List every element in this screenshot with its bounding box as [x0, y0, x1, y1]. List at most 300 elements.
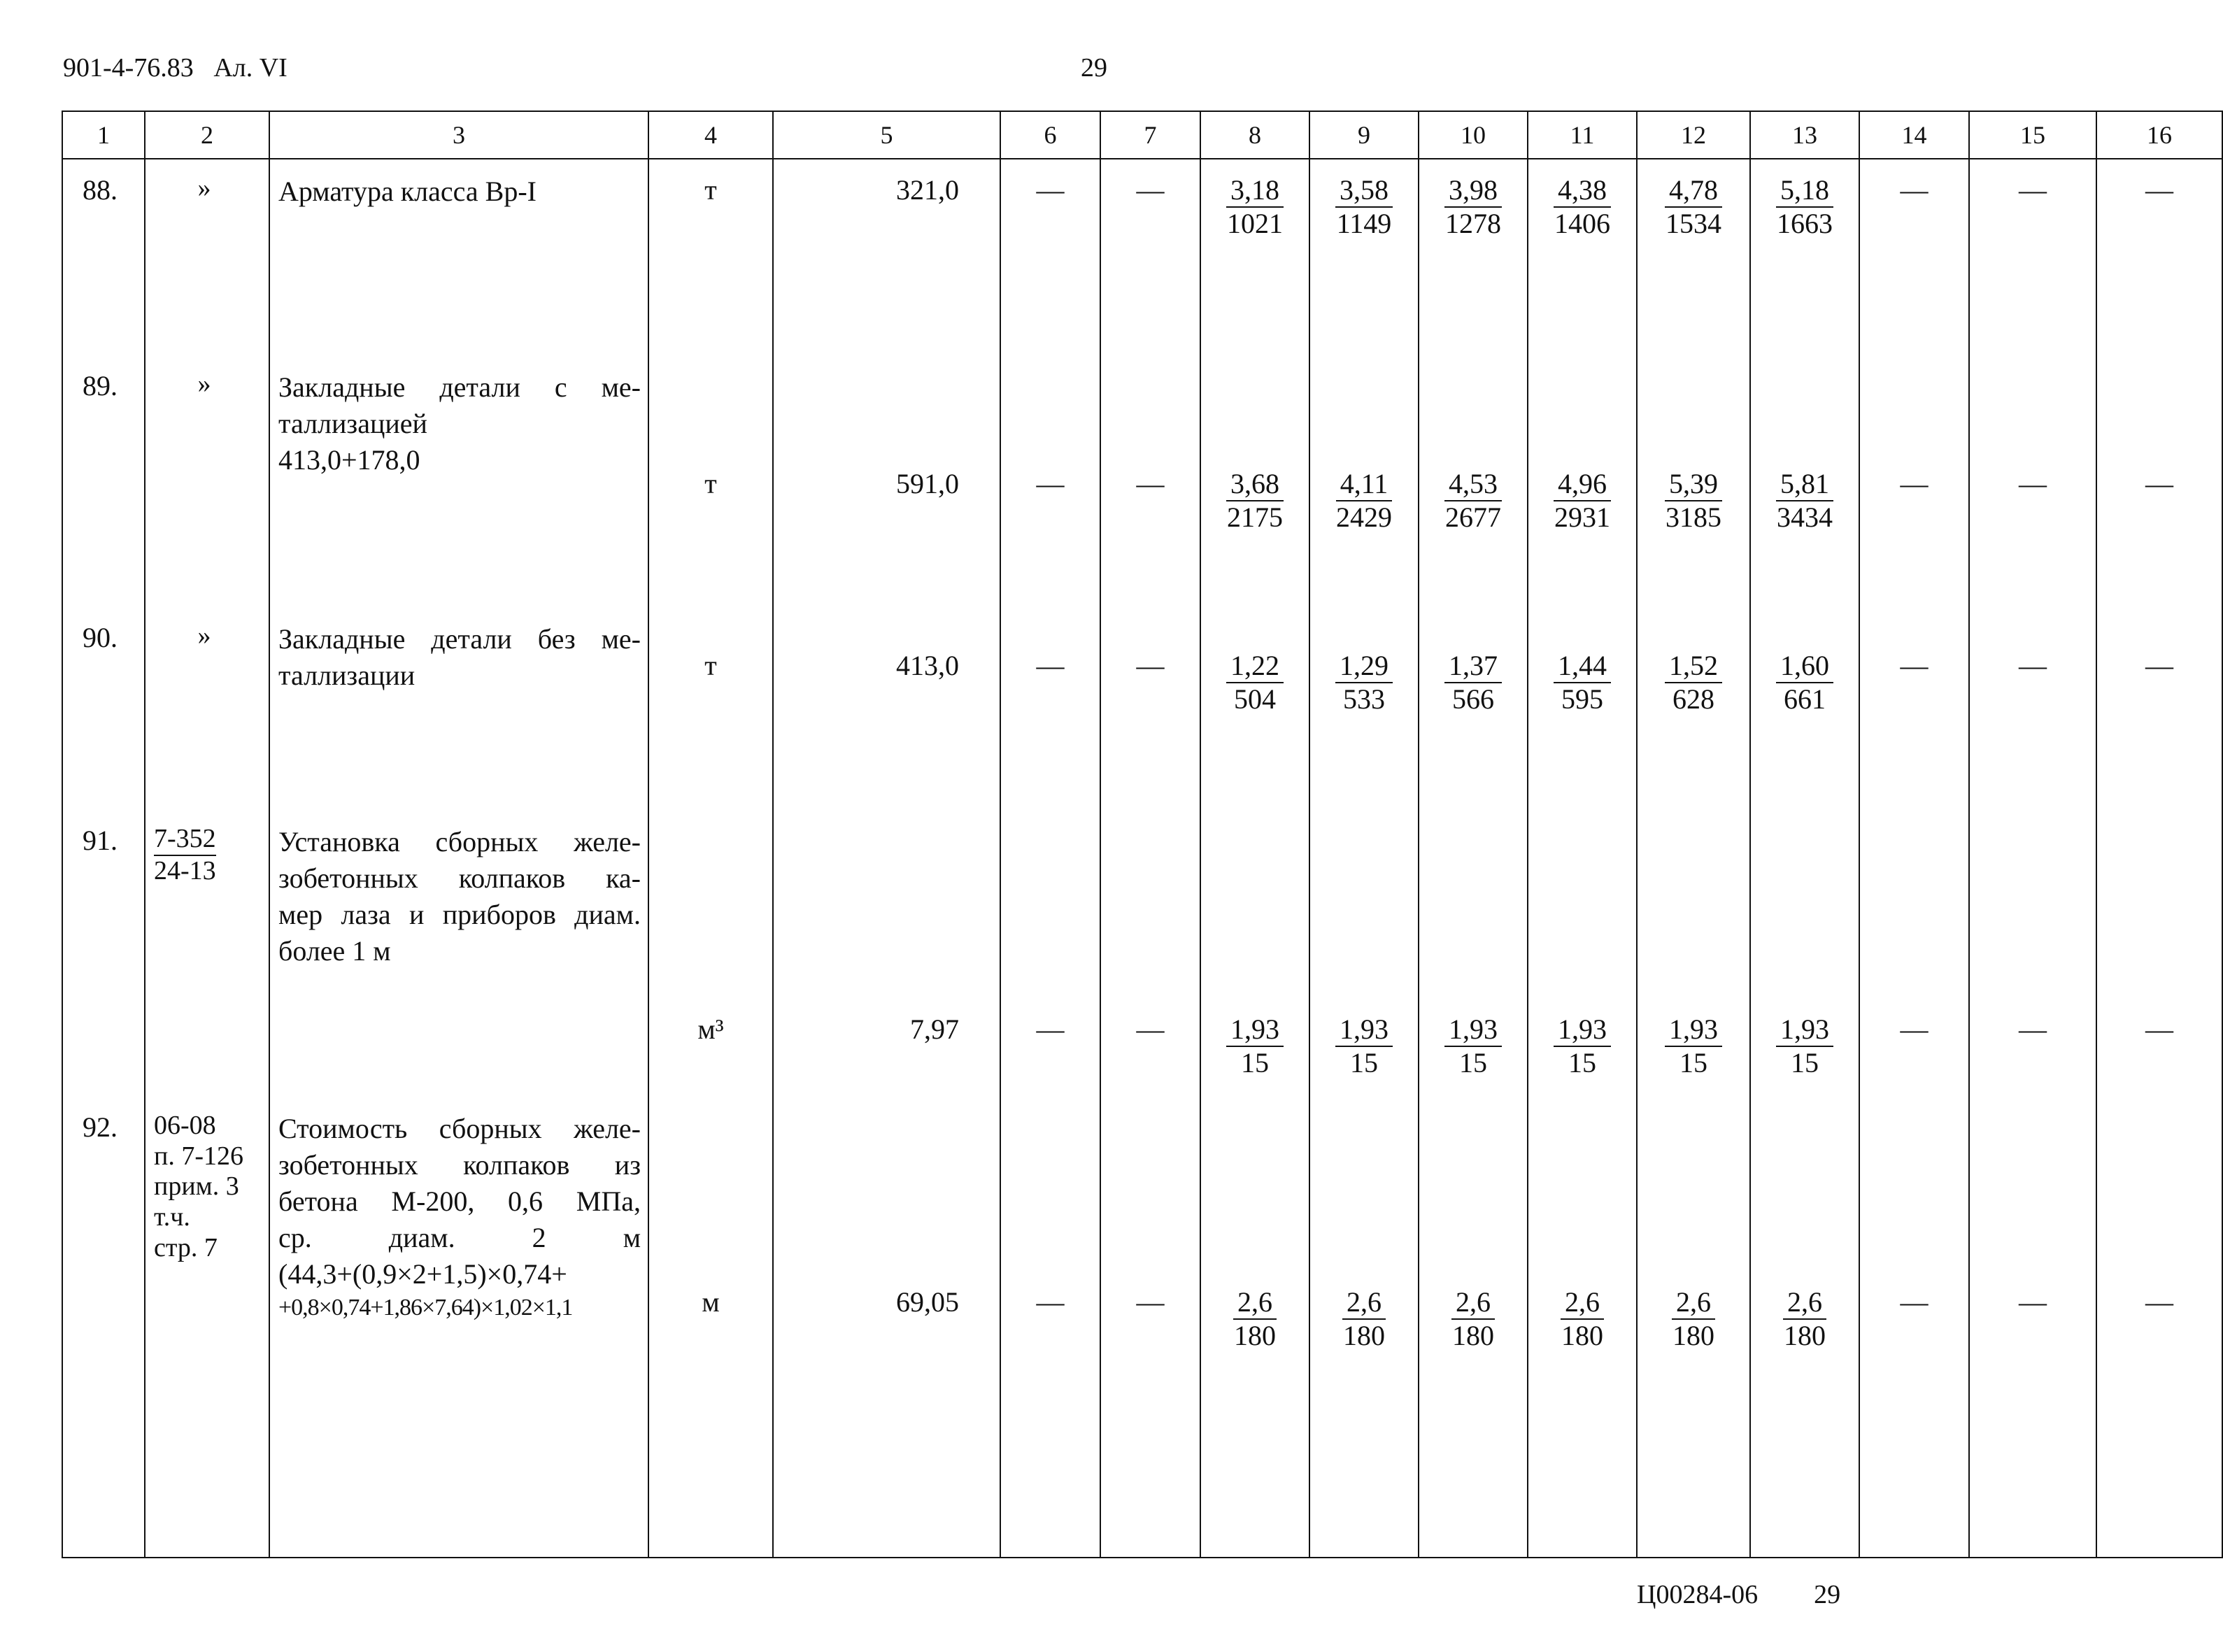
table-row — [62, 1097, 2222, 1558]
cell-quantity — [773, 355, 1000, 607]
cell-fraction-11 — [1528, 159, 1637, 355]
table-row — [62, 607, 2222, 810]
cell-inner — [1001, 607, 1100, 810]
fraction — [1751, 649, 1859, 715]
name-line: бетона М-200, 0,6 МПа, — [278, 1185, 641, 1217]
doc-code: 901-4-76.83 — [63, 53, 194, 83]
reference-line: 24-13 — [154, 855, 216, 885]
cell-fraction-10 — [1419, 810, 1528, 1097]
cell-name — [269, 1097, 648, 1558]
name-line: Стоимость сборных желе- — [278, 1113, 641, 1144]
name-line: зобетонных колпаков из — [278, 1149, 641, 1181]
cell-c6 — [1000, 159, 1100, 355]
item-name — [270, 159, 648, 210]
fraction-denominator: 661 — [1784, 683, 1826, 715]
name-line: (44,3+(0,9×2+1,5)×0,74+ — [278, 1258, 567, 1290]
fraction — [1528, 467, 1636, 534]
fraction-denominator: 1534 — [1666, 208, 1721, 239]
fraction-denominator: 180 — [1234, 1320, 1276, 1351]
cell-inner — [2097, 355, 2222, 607]
fraction — [1310, 1286, 1418, 1352]
cell-reference — [145, 810, 269, 1097]
cell-c7 — [1100, 607, 1200, 810]
page-number-top: 29 — [1081, 53, 1107, 83]
reference-line: » — [197, 369, 211, 399]
reference — [145, 1097, 269, 1263]
fraction-numerator: 1,93 — [1226, 1013, 1284, 1047]
cell-inner — [1419, 159, 1527, 355]
cell-fraction-8 — [1200, 1097, 1309, 1558]
cell-fraction-13 — [1750, 607, 1859, 810]
quantity: 591,0 — [896, 468, 959, 499]
cell-inner — [1101, 159, 1200, 355]
cell-c6 — [1000, 810, 1100, 1097]
cell-inner — [774, 810, 1000, 1097]
fraction-denominator: 15 — [1459, 1047, 1487, 1078]
fraction-numerator: 5,18 — [1776, 174, 1833, 208]
table-row — [62, 810, 2222, 1097]
cell-fraction-13 — [1750, 355, 1859, 607]
cell-inner — [1638, 607, 1749, 810]
fraction-numerator: 4,96 — [1554, 468, 1611, 501]
cell-quantity — [773, 1097, 1000, 1558]
row-number: 91. — [83, 825, 118, 856]
fraction — [1310, 1013, 1418, 1079]
cell-inner — [1751, 1097, 1859, 1557]
fraction — [1751, 173, 1859, 240]
unit: м — [702, 1286, 720, 1318]
fraction — [1201, 1286, 1309, 1352]
cell-unit — [648, 1097, 773, 1558]
fraction-numerator: 2,6 — [1783, 1286, 1826, 1320]
name-line: таллизации — [278, 660, 416, 691]
fraction-denominator: 504 — [1234, 683, 1276, 715]
unit: т — [704, 468, 717, 499]
fraction — [1638, 1013, 1749, 1079]
cell-inner — [2097, 159, 2222, 355]
cell-inner — [1101, 810, 1200, 1097]
item-name — [270, 607, 648, 694]
cell-quantity — [773, 159, 1000, 355]
name-line: таллизацией — [278, 408, 427, 439]
column-number-row — [62, 111, 2222, 159]
fraction-numerator: 4,78 — [1665, 174, 1722, 208]
cell-inner — [1419, 810, 1527, 1097]
cell-fraction-12 — [1637, 159, 1750, 355]
fraction-denominator: 180 — [1672, 1320, 1714, 1351]
cell-fraction-12 — [1637, 607, 1750, 810]
cell-inner — [1751, 607, 1859, 810]
cell-fraction-9 — [1309, 607, 1419, 810]
fraction — [1419, 467, 1527, 534]
dash: — — [1036, 650, 1065, 681]
cell-inner — [1970, 355, 2096, 607]
fraction-denominator: 3434 — [1777, 501, 1833, 533]
fraction-denominator: 180 — [1561, 1320, 1603, 1351]
fraction-numerator: 3,18 — [1226, 174, 1284, 208]
reference — [145, 355, 269, 400]
cell-inner — [1310, 1097, 1418, 1557]
dash: — — [1900, 1286, 1929, 1318]
unit: т — [704, 174, 717, 206]
cell-c14 — [1859, 159, 1969, 355]
cell-name — [269, 355, 648, 607]
column-header-16: 16 — [2096, 111, 2222, 159]
fraction-numerator: 2,6 — [1672, 1286, 1715, 1320]
cell-fraction-10 — [1419, 1097, 1528, 1558]
dash: — — [1036, 468, 1065, 499]
cell-c15 — [1969, 1097, 2096, 1558]
cell-fraction-8 — [1200, 355, 1309, 607]
cell-inner — [1310, 355, 1418, 607]
cell-fraction-9 — [1309, 810, 1419, 1097]
reference — [145, 607, 269, 652]
cell-fraction-9 — [1309, 355, 1419, 607]
cell-quantity — [773, 607, 1000, 810]
cell-inner — [649, 1097, 772, 1557]
cell-inner — [1310, 159, 1418, 355]
column-header-3: 3 — [269, 111, 648, 159]
cell-fraction-12 — [1637, 810, 1750, 1097]
dash: — — [2019, 1286, 2047, 1318]
cell-inner — [774, 355, 1000, 607]
dash: — — [1136, 1286, 1165, 1318]
cell-quantity — [773, 810, 1000, 1097]
cell-inner — [1528, 355, 1636, 607]
fraction-denominator: 533 — [1343, 683, 1385, 715]
cell-inner — [1860, 159, 1968, 355]
fraction-numerator: 1,93 — [1665, 1013, 1722, 1047]
cell-inner — [649, 355, 772, 607]
reference — [145, 810, 269, 886]
fraction-numerator: 1,37 — [1444, 650, 1502, 683]
cell-unit — [648, 810, 773, 1097]
fraction — [1201, 649, 1309, 715]
cell-c15 — [1969, 355, 2096, 607]
cell-fraction-8 — [1200, 607, 1309, 810]
name-line: Закладные детали без ме- — [278, 623, 641, 655]
column-header-14: 14 — [1859, 111, 1969, 159]
cell-fraction-13 — [1750, 159, 1859, 355]
fraction-denominator: 2931 — [1554, 501, 1610, 533]
cell-c6 — [1000, 1097, 1100, 1558]
cell-inner — [774, 1097, 1000, 1557]
cell-c14 — [1859, 1097, 1969, 1558]
cell-reference — [145, 1097, 269, 1558]
footer — [1637, 1579, 1840, 1610]
fraction-denominator: 1149 — [1336, 208, 1392, 239]
cell-inner — [1101, 1097, 1200, 1557]
fraction — [1419, 649, 1527, 715]
quantity: 7,97 — [910, 1013, 959, 1045]
cell-inner — [1201, 607, 1309, 810]
fraction — [1201, 1013, 1309, 1079]
quantity: 69,05 — [896, 1286, 959, 1318]
cell-c7 — [1100, 810, 1200, 1097]
dash: — — [2019, 1013, 2047, 1045]
cell-inner — [1970, 159, 2096, 355]
reference-line: п. 7-126 — [154, 1141, 243, 1171]
cell-inner — [1751, 355, 1859, 607]
column-header-4: 4 — [648, 111, 773, 159]
fraction-numerator: 5,81 — [1776, 468, 1833, 501]
cell-fraction-13 — [1750, 810, 1859, 1097]
cell-number — [62, 159, 145, 355]
fraction-denominator: 2175 — [1227, 501, 1283, 533]
fraction — [1310, 467, 1418, 534]
fraction-denominator: 1406 — [1554, 208, 1610, 239]
column-header-1: 1 — [62, 111, 145, 159]
cell-inner — [649, 607, 772, 810]
cell-c16 — [2096, 355, 2222, 607]
cell-inner — [774, 607, 1000, 810]
fraction-denominator: 2429 — [1336, 501, 1392, 533]
name-line: ср. диам. 2 м — [278, 1222, 641, 1253]
column-header-11: 11 — [1528, 111, 1637, 159]
name-line: Арматура класса Вр-I — [278, 176, 537, 207]
fraction — [1528, 173, 1636, 240]
cell-inner — [1751, 810, 1859, 1097]
fraction — [1419, 173, 1527, 240]
cell-fraction-9 — [1309, 159, 1419, 355]
fraction-numerator: 1,93 — [1444, 1013, 1502, 1047]
fraction-numerator: 1,22 — [1226, 650, 1284, 683]
fraction-numerator: 3,68 — [1226, 468, 1284, 501]
reference-line: прим. 3 — [154, 1172, 239, 1202]
fraction-numerator: 4,11 — [1336, 468, 1393, 501]
cell-inner — [649, 810, 772, 1097]
cell-fraction-11 — [1528, 1097, 1637, 1558]
document-code-header — [63, 55, 287, 81]
fraction-denominator: 1021 — [1227, 208, 1283, 239]
table-row — [62, 355, 2222, 607]
fraction-numerator: 1,52 — [1665, 650, 1722, 683]
fraction — [1201, 467, 1309, 534]
cell-number — [62, 607, 145, 810]
dash: — — [2145, 1286, 2173, 1318]
cell-fraction-10 — [1419, 355, 1528, 607]
reference-line: т.ч. — [154, 1202, 190, 1232]
name-line: мер лаза и приборов диам. — [278, 899, 641, 930]
cell-fraction-8 — [1200, 159, 1309, 355]
fraction-numerator: 2,6 — [1233, 1286, 1277, 1320]
dash: — — [1900, 650, 1929, 681]
fraction — [1528, 1013, 1636, 1079]
cell-inner — [1001, 1097, 1100, 1557]
cell-c7 — [1100, 159, 1200, 355]
cell-number — [62, 355, 145, 607]
cell-name — [269, 159, 648, 355]
fraction — [1751, 1286, 1859, 1352]
cell-inner — [1751, 159, 1859, 355]
quantity: 321,0 — [896, 174, 959, 206]
cell-inner — [1528, 1097, 1636, 1557]
dash: — — [2145, 650, 2173, 681]
cell-inner — [1638, 810, 1749, 1097]
cell-inner — [2097, 607, 2222, 810]
reference-line: 06-08 — [154, 1111, 216, 1140]
cell-inner — [2097, 1097, 2222, 1557]
column-header-13: 13 — [1750, 111, 1859, 159]
fraction-numerator: 2,6 — [1342, 1286, 1386, 1320]
quantity: 413,0 — [896, 650, 959, 681]
column-header-15: 15 — [1969, 111, 2096, 159]
cell-inner — [1201, 810, 1309, 1097]
dash: — — [1136, 174, 1165, 206]
fraction-denominator: 3185 — [1666, 501, 1721, 533]
cell-inner — [1860, 1097, 1968, 1557]
fraction-denominator: 180 — [1452, 1320, 1494, 1351]
fraction — [1528, 1286, 1636, 1352]
cell-c16 — [2096, 607, 2222, 810]
cell-c14 — [1859, 355, 1969, 607]
fraction-numerator: 4,38 — [1554, 174, 1611, 208]
name-line: 413,0+178,0 — [278, 444, 420, 476]
cell-fraction-12 — [1637, 1097, 1750, 1558]
cell-inner — [1860, 810, 1968, 1097]
fraction-denominator: 15 — [1679, 1047, 1707, 1078]
cell-c6 — [1000, 355, 1100, 607]
fraction-denominator: 1278 — [1445, 208, 1501, 239]
fraction-denominator: 15 — [1241, 1047, 1269, 1078]
cell-inner — [1310, 607, 1418, 810]
cell-name — [269, 607, 648, 810]
footer-page: 29 — [1814, 1580, 1841, 1609]
dash: — — [2145, 1013, 2173, 1045]
column-header-5: 5 — [773, 111, 1000, 159]
item-name — [270, 355, 648, 478]
cell-c16 — [2096, 1097, 2222, 1558]
cell-unit — [648, 159, 773, 355]
cell-fraction-12 — [1637, 355, 1750, 607]
cell-inner — [1638, 1097, 1749, 1557]
cell-inner — [1419, 1097, 1527, 1557]
cell-c7 — [1100, 1097, 1200, 1558]
reference-line: 7-352 — [154, 824, 216, 856]
cell-reference — [145, 159, 269, 355]
fraction-numerator: 1,60 — [1776, 650, 1833, 683]
cell-inner — [2097, 810, 2222, 1097]
cell-inner — [1638, 355, 1749, 607]
dash: — — [1036, 1286, 1065, 1318]
fraction-denominator: 1663 — [1777, 208, 1833, 239]
cell-fraction-10 — [1419, 159, 1528, 355]
cell-c15 — [1969, 159, 2096, 355]
dash: — — [2019, 650, 2047, 681]
cell-number — [62, 810, 145, 1097]
cell-number — [62, 1097, 145, 1558]
row-number: 92. — [83, 1111, 118, 1143]
fraction-numerator: 5,39 — [1665, 468, 1722, 501]
cell-fraction-13 — [1750, 1097, 1859, 1558]
cell-inner — [1101, 355, 1200, 607]
cell-fraction-11 — [1528, 810, 1637, 1097]
cell-inner — [1201, 1097, 1309, 1557]
album-number: Ал. VI — [213, 53, 287, 83]
column-header-2: 2 — [145, 111, 269, 159]
cell-inner — [1419, 355, 1527, 607]
fraction-numerator: 1,29 — [1335, 650, 1393, 683]
reference-line: » — [197, 173, 211, 203]
cell-inner — [1860, 355, 1968, 607]
fraction-numerator: 1,93 — [1335, 1013, 1393, 1047]
cell-inner — [1970, 1097, 2096, 1557]
dash: — — [1136, 468, 1165, 499]
fraction — [1310, 173, 1418, 240]
cell-fraction-10 — [1419, 607, 1528, 810]
column-header-10: 10 — [1419, 111, 1528, 159]
cell-reference — [145, 355, 269, 607]
item-name — [270, 810, 648, 969]
cell-inner — [1860, 607, 1968, 810]
cell-inner — [1001, 159, 1100, 355]
fraction — [1528, 649, 1636, 715]
fraction — [1751, 1013, 1859, 1079]
fraction-numerator: 2,6 — [1561, 1286, 1604, 1320]
fraction-numerator: 1,44 — [1554, 650, 1611, 683]
name-line: более 1 м — [278, 935, 391, 967]
formula-line: +0,8×0,74+1,86×7,64)×1,02×1,1 — [278, 1295, 573, 1320]
row-number: 89. — [83, 370, 118, 401]
cell-fraction-8 — [1200, 810, 1309, 1097]
fraction-denominator: 595 — [1561, 683, 1603, 715]
cell-fraction-9 — [1309, 1097, 1419, 1558]
cell-inner — [1419, 607, 1527, 810]
dash: — — [1900, 1013, 1929, 1045]
item-name — [270, 1097, 648, 1323]
fraction-numerator: 4,53 — [1444, 468, 1502, 501]
cell-c14 — [1859, 810, 1969, 1097]
dash: — — [1900, 468, 1929, 499]
fraction — [1638, 649, 1749, 715]
reference — [145, 159, 269, 204]
fraction-denominator: 15 — [1568, 1047, 1596, 1078]
cell-c14 — [1859, 607, 1969, 810]
dash: — — [1900, 174, 1929, 206]
fraction-denominator: 628 — [1672, 683, 1714, 715]
column-header-9: 9 — [1309, 111, 1419, 159]
cell-unit — [648, 607, 773, 810]
cell-reference — [145, 607, 269, 810]
fraction-denominator: 180 — [1343, 1320, 1385, 1351]
name-line: Установка сборных желе- — [278, 826, 641, 857]
cell-inner — [1528, 159, 1636, 355]
fraction-numerator: 3,58 — [1335, 174, 1393, 208]
cell-c16 — [2096, 159, 2222, 355]
row-number: 90. — [83, 622, 118, 653]
unit: м³ — [697, 1013, 724, 1045]
fraction-denominator: 566 — [1452, 683, 1494, 715]
cell-c15 — [1969, 810, 2096, 1097]
column-header-8: 8 — [1200, 111, 1309, 159]
cell-inner — [774, 159, 1000, 355]
cell-name — [269, 810, 648, 1097]
fraction-denominator: 15 — [1791, 1047, 1819, 1078]
cell-inner — [1201, 159, 1309, 355]
fraction-numerator: 2,6 — [1451, 1286, 1495, 1320]
row-number: 88. — [83, 174, 118, 206]
cell-inner — [1638, 159, 1749, 355]
cell-fraction-11 — [1528, 355, 1637, 607]
estimate-table — [62, 111, 2223, 1558]
reference-line: стр. 7 — [154, 1232, 218, 1262]
cell-inner — [1101, 607, 1200, 810]
fraction — [1751, 467, 1859, 534]
table-row — [62, 159, 2222, 355]
column-header-12: 12 — [1637, 111, 1750, 159]
table-body — [62, 159, 2222, 1558]
fraction-denominator: 180 — [1784, 1320, 1826, 1351]
